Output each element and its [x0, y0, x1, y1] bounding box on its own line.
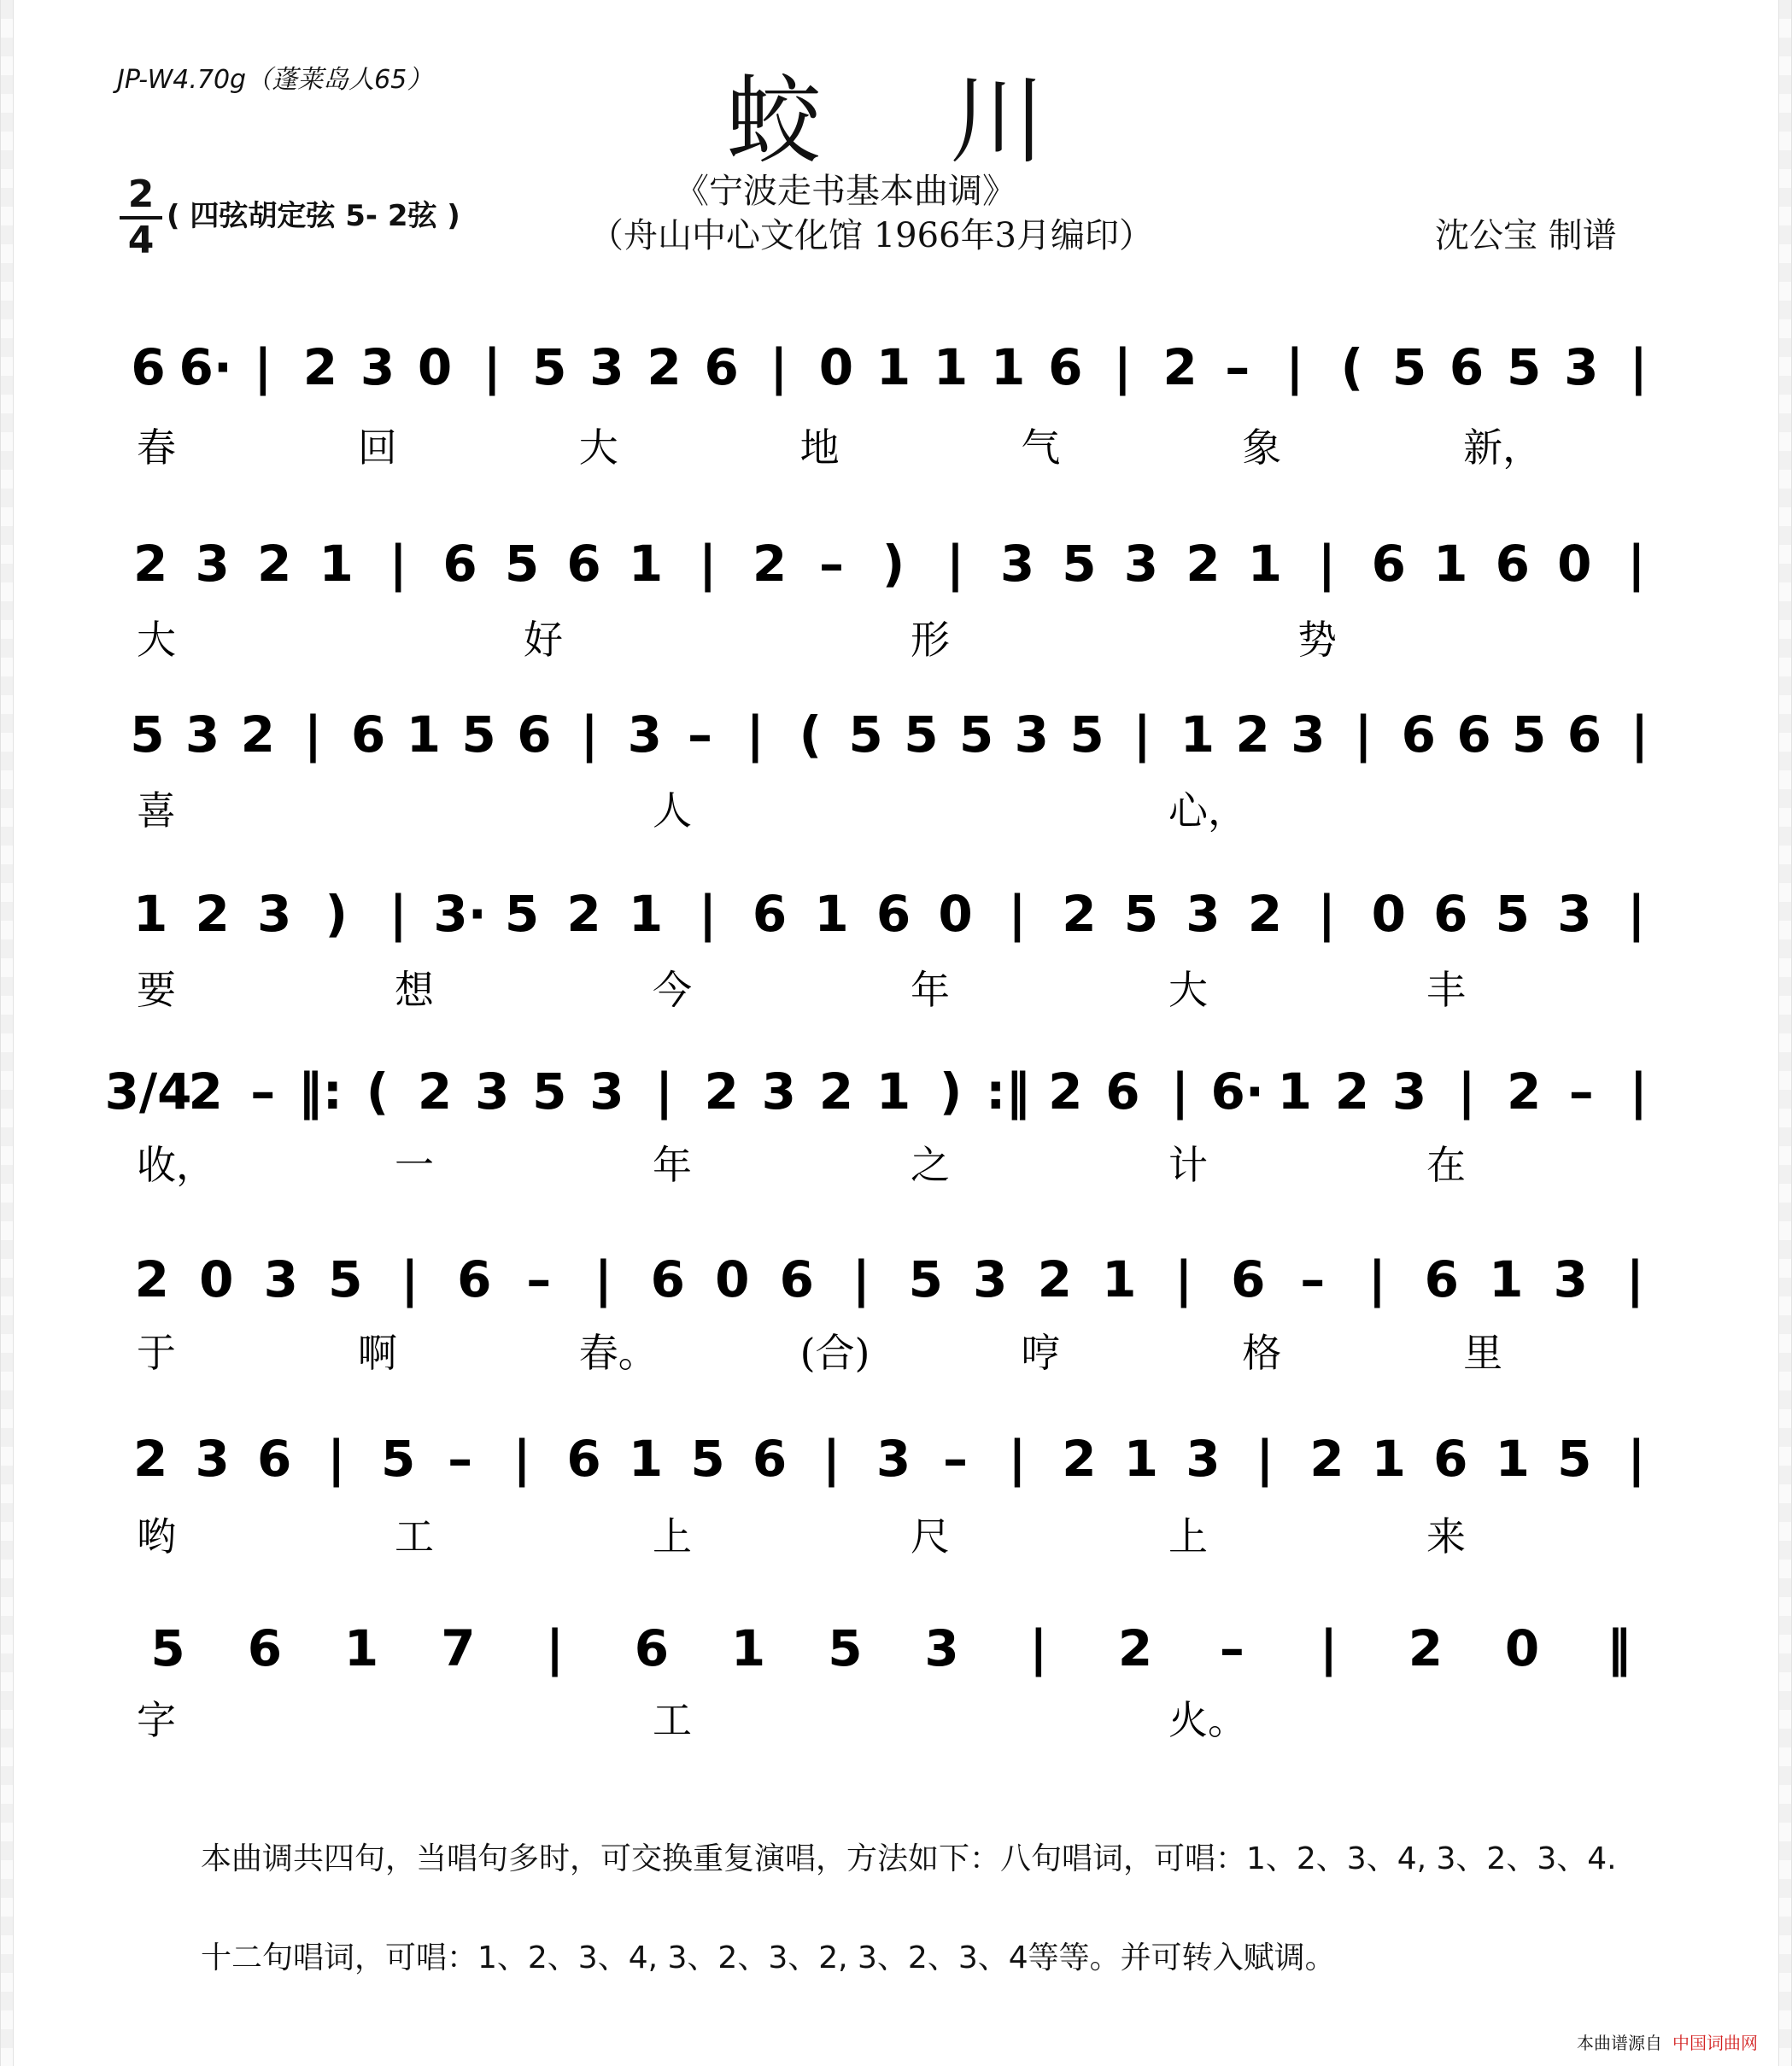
- note: 2: [1037, 1250, 1072, 1308]
- note: 1: [876, 1062, 911, 1121]
- note: 1: [319, 535, 354, 593]
- lyric: 大: [137, 617, 176, 663]
- note: 1: [1371, 1430, 1406, 1488]
- system-1: [131, 338, 1648, 471]
- note: 5: [1391, 338, 1427, 396]
- barline: |: [1008, 1430, 1027, 1488]
- note: 2: [1062, 885, 1097, 943]
- note: –: [526, 1250, 552, 1308]
- note: 2: [240, 705, 275, 764]
- note: 6: [517, 705, 552, 764]
- system-7: [133, 1430, 1645, 1560]
- barline: |: [946, 535, 965, 593]
- barline: |: [1354, 705, 1373, 764]
- note: 3·: [433, 885, 487, 943]
- note: 1: [628, 1430, 664, 1488]
- note: –: [819, 535, 844, 593]
- note: 1: [1277, 1062, 1312, 1121]
- note: 5: [150, 1619, 185, 1677]
- score-code: JP-W4.70g（蓬莱岛人65）: [117, 65, 433, 95]
- note: 1: [1180, 705, 1215, 764]
- barline: |: [546, 1619, 565, 1677]
- note: 3: [1557, 885, 1592, 943]
- note: 2: [566, 885, 601, 943]
- note: 6: [351, 705, 386, 764]
- lyric: 尺: [911, 1513, 950, 1560]
- note: 6: [752, 885, 788, 943]
- lyric: 要: [137, 967, 176, 1013]
- note: 1: [1123, 1430, 1159, 1488]
- barline: |: [1367, 1250, 1386, 1308]
- note: ‖:: [297, 1062, 343, 1121]
- note: 7: [441, 1619, 476, 1677]
- barline: |: [699, 885, 717, 943]
- note: 0: [715, 1250, 750, 1308]
- note: 1: [730, 1619, 766, 1677]
- note: 3: [876, 1430, 911, 1488]
- barline: |: [746, 705, 764, 764]
- barline: |: [655, 1062, 674, 1121]
- lyric: 字: [137, 1697, 176, 1743]
- note: 5: [848, 705, 883, 764]
- note: 3: [973, 1250, 1008, 1308]
- barline: |: [770, 338, 788, 396]
- lyric: 于: [137, 1330, 176, 1376]
- barline: |: [699, 535, 717, 593]
- note: 6: [131, 338, 166, 396]
- note: 6: [650, 1250, 685, 1308]
- barline: |: [1113, 338, 1132, 396]
- lyric: 气: [1021, 424, 1061, 471]
- lyric: 大: [578, 424, 618, 471]
- barline: |: [254, 338, 272, 396]
- note: 2: [704, 1062, 739, 1121]
- barline: |: [389, 885, 407, 943]
- note: 2: [1408, 1619, 1444, 1677]
- note: 1: [628, 535, 664, 593]
- barline: |: [1008, 885, 1027, 943]
- lyric: 在: [1426, 1142, 1466, 1188]
- note: 6: [442, 535, 477, 593]
- lyric: 今: [653, 967, 692, 1013]
- note: 5: [532, 338, 567, 396]
- lyric: 啊: [357, 1330, 397, 1376]
- note: ): [881, 535, 905, 593]
- note: 6: [779, 1250, 814, 1308]
- note: 3: [1564, 338, 1599, 396]
- barline: |: [1320, 1619, 1338, 1677]
- note: 3: [589, 338, 624, 396]
- barline: |: [1029, 1619, 1048, 1677]
- source-credit: [1577, 2029, 1758, 2054]
- note: 5: [130, 705, 165, 764]
- barline: |: [303, 705, 323, 764]
- source-label: 本曲谱源自: [1577, 2033, 1662, 2053]
- note: 6: [704, 338, 739, 396]
- lyric: 新，: [1463, 424, 1543, 471]
- barline: |: [1133, 705, 1151, 764]
- note: 2: [1507, 1062, 1542, 1121]
- time-signature-top: 2: [127, 173, 155, 216]
- lyric: 哼: [1021, 1330, 1061, 1376]
- note: 3: [195, 535, 230, 593]
- note: 6: [752, 1430, 788, 1488]
- barline: |: [401, 1250, 419, 1308]
- note: (: [1340, 338, 1364, 396]
- note: 1: [343, 1619, 379, 1677]
- note: 5: [690, 1430, 725, 1488]
- note: 3: [761, 1062, 796, 1121]
- tuning-note: ( 四弦胡定弦 5- 2弦 ): [167, 199, 460, 233]
- note: 2: [188, 1062, 223, 1121]
- barline: |: [1629, 338, 1648, 396]
- note: 6: [1495, 535, 1530, 593]
- note: 3: [1014, 705, 1049, 764]
- barline: |: [822, 1430, 841, 1488]
- note: 5: [328, 1250, 363, 1308]
- barline: |: [580, 705, 599, 764]
- barline: |: [1174, 1250, 1193, 1308]
- note: ‖: [1606, 1619, 1631, 1677]
- note: –: [250, 1062, 276, 1121]
- note: 5: [381, 1430, 416, 1488]
- lyric: 人: [653, 787, 692, 834]
- barline: |: [1625, 1250, 1644, 1308]
- note: 1: [628, 885, 664, 943]
- system-6: [135, 1250, 1644, 1376]
- source-site-link[interactable]: 中国词曲网: [1672, 2033, 1758, 2053]
- lyric: 收，: [137, 1142, 215, 1188]
- barline: |: [594, 1250, 612, 1308]
- lyric: 来: [1426, 1513, 1466, 1560]
- subtitle-source: 《宁波走书基本曲调》: [675, 172, 1016, 211]
- note: 6: [1433, 1430, 1468, 1488]
- note: 6: [1567, 705, 1602, 764]
- lyric: 回: [357, 424, 397, 471]
- note: 1: [1433, 535, 1468, 593]
- note: –: [943, 1430, 968, 1488]
- lyric: 火。: [1168, 1697, 1247, 1743]
- barline: |: [852, 1250, 870, 1308]
- note: 1: [133, 885, 168, 943]
- note: 6: [634, 1619, 670, 1677]
- note: 6: [1424, 1250, 1459, 1308]
- note: 6: [257, 1430, 292, 1488]
- system-5: [105, 1062, 1648, 1188]
- note: 5: [532, 1062, 567, 1121]
- note: 6: [1371, 535, 1406, 593]
- note: 5: [1557, 1430, 1592, 1488]
- note: 1: [406, 705, 442, 764]
- note: 5: [1512, 705, 1547, 764]
- note: 3: [360, 338, 395, 396]
- note: 3: [924, 1619, 959, 1677]
- note: 2: [133, 535, 168, 593]
- note: 3: [999, 535, 1035, 593]
- note: 5: [504, 535, 540, 593]
- page-title: 蛟川: [726, 66, 1174, 177]
- note: 5: [958, 705, 994, 764]
- note: 5: [1507, 338, 1542, 396]
- note: –: [1300, 1250, 1326, 1308]
- note: 2: [1186, 535, 1221, 593]
- note: 1: [1489, 1250, 1524, 1308]
- note: 2: [1309, 1430, 1344, 1488]
- lyric: 计: [1168, 1142, 1208, 1188]
- note: 6: [1433, 885, 1468, 943]
- note: ): [939, 1062, 963, 1121]
- barline: |: [1627, 1430, 1646, 1488]
- note: 3/4: [104, 1062, 192, 1121]
- note: 1: [1102, 1250, 1137, 1308]
- barline: |: [1627, 535, 1646, 593]
- note: –: [448, 1430, 473, 1488]
- note: 3: [257, 885, 292, 943]
- note: 2: [195, 885, 230, 943]
- note: 6: [457, 1250, 492, 1308]
- note: 1: [876, 338, 911, 396]
- lyric: 年: [653, 1142, 692, 1188]
- footnote-line-2: 十二句唱词，可唱：1、2、3、4, 3、2、3、2, 3、2、3、4等等。并可转入赋调。: [201, 1940, 1336, 1975]
- note: 5: [1062, 535, 1097, 593]
- note: 3: [1553, 1250, 1588, 1308]
- note: 1: [1247, 535, 1283, 593]
- barline: |: [1256, 1430, 1274, 1488]
- lyric: 势: [1297, 617, 1337, 663]
- note: 3: [475, 1062, 510, 1121]
- note: 6: [876, 885, 911, 943]
- lyric: 哟: [137, 1513, 176, 1560]
- barline: |: [1317, 885, 1336, 943]
- note: 0: [938, 885, 973, 943]
- note: 2: [1162, 338, 1198, 396]
- note: 2: [1117, 1619, 1153, 1677]
- lyric: 之: [911, 1142, 950, 1188]
- note: 2: [1247, 885, 1283, 943]
- note: 6: [1231, 1250, 1266, 1308]
- lyric: 工: [653, 1697, 692, 1743]
- system-8: [137, 1619, 1631, 1743]
- note: –: [1219, 1619, 1244, 1677]
- note: 3: [1186, 1430, 1221, 1488]
- note: 5: [828, 1619, 863, 1677]
- note: 3: [1291, 705, 1326, 764]
- note: 2: [133, 1430, 168, 1488]
- note: (: [366, 1062, 389, 1121]
- note: 1: [991, 338, 1026, 396]
- note: 0: [199, 1250, 234, 1308]
- barline: |: [1317, 535, 1336, 593]
- barline: |: [327, 1430, 346, 1488]
- lyric: 好: [524, 617, 563, 663]
- note: 2: [752, 535, 788, 593]
- note: 2: [134, 1250, 169, 1308]
- note: 5: [461, 705, 496, 764]
- note: 5: [504, 885, 540, 943]
- lyric: 一: [395, 1142, 434, 1188]
- note: 6·: [1210, 1062, 1264, 1121]
- note: 5: [1123, 885, 1159, 943]
- lyric: 上: [653, 1513, 692, 1560]
- note: :‖: [986, 1062, 1031, 1121]
- note: –: [1568, 1062, 1594, 1121]
- note: 3: [589, 1062, 624, 1121]
- note: 5: [904, 705, 939, 764]
- lyric: 形: [911, 617, 950, 663]
- system-3: [130, 705, 1649, 834]
- lyric: 年: [911, 967, 950, 1013]
- note: 0: [1371, 885, 1406, 943]
- system-2: [133, 535, 1645, 663]
- note: 2: [1048, 1062, 1083, 1121]
- footnote-line-1: 本曲调共四句，当唱句多时，可交换重复演唱，方法如下：八句唱词，可唱：1、2、3、4, 3、2、3、4.: [201, 1841, 1617, 1876]
- lyric: 格: [1242, 1330, 1282, 1376]
- lyric: 心，: [1168, 787, 1247, 834]
- note: 0: [1557, 535, 1592, 593]
- barline: |: [1285, 338, 1304, 396]
- note: 6: [1401, 705, 1436, 764]
- note: 3: [195, 1430, 230, 1488]
- barline: |: [512, 1430, 531, 1488]
- note: 2: [1062, 1430, 1097, 1488]
- barline: |: [389, 535, 407, 593]
- note: 6: [1456, 705, 1491, 764]
- note: 6: [1105, 1062, 1140, 1121]
- lyric: 里: [1463, 1330, 1503, 1376]
- note: 3: [1391, 1062, 1427, 1121]
- note: 2: [647, 338, 682, 396]
- note: 3: [263, 1250, 298, 1308]
- time-signature-bottom: 4: [127, 219, 155, 262]
- note: 6: [566, 1430, 601, 1488]
- lyric: 地: [799, 424, 840, 471]
- lyric: 春: [137, 424, 176, 471]
- note: 3: [1123, 535, 1159, 593]
- note: 1: [814, 885, 849, 943]
- note: 0: [417, 338, 453, 396]
- lyric: 大: [1168, 967, 1208, 1013]
- note: 5: [1069, 705, 1104, 764]
- system-4: [133, 885, 1645, 1013]
- note: 2: [417, 1062, 453, 1121]
- barline: |: [1631, 705, 1649, 764]
- lyric: 喜: [137, 787, 176, 834]
- note: ): [325, 885, 348, 943]
- note: 1: [933, 338, 969, 396]
- lyric: 象: [1242, 424, 1282, 471]
- note: –: [688, 705, 712, 764]
- note: 1: [1495, 1430, 1530, 1488]
- note: 5: [1495, 885, 1530, 943]
- note: 0: [818, 338, 854, 396]
- lyric: 工: [395, 1513, 434, 1560]
- note: 2: [257, 535, 292, 593]
- subtitle-publisher: （舟山中心文化馆 1966年3月编印）: [589, 216, 1153, 255]
- note: 3: [184, 705, 220, 764]
- lyric: 想: [395, 967, 434, 1013]
- barline: |: [1457, 1062, 1476, 1121]
- lyric: (合): [799, 1330, 870, 1376]
- note: 2: [1235, 705, 1270, 764]
- note: 6: [1048, 338, 1083, 396]
- barline: |: [1627, 885, 1646, 943]
- note: 2: [1334, 1062, 1370, 1121]
- note: 6: [566, 535, 601, 593]
- note: 0: [1504, 1619, 1540, 1677]
- note: 6: [1449, 338, 1485, 396]
- composer-credit: 沈公宝 制谱: [1435, 216, 1617, 255]
- lyric: 丰: [1426, 967, 1466, 1013]
- note: 6: [247, 1619, 283, 1677]
- lyric: 上: [1168, 1513, 1208, 1560]
- note: 3: [627, 705, 662, 764]
- note: 3: [1186, 885, 1221, 943]
- note: 5: [908, 1250, 943, 1308]
- barline: |: [483, 338, 501, 396]
- lyric: 春。: [578, 1330, 658, 1376]
- note: –: [1225, 338, 1250, 396]
- note: 6·: [179, 338, 232, 396]
- note: 2: [302, 338, 338, 396]
- barline: |: [1171, 1062, 1190, 1121]
- barline: |: [1629, 1062, 1648, 1121]
- note: 2: [818, 1062, 854, 1121]
- note: (: [799, 705, 823, 764]
